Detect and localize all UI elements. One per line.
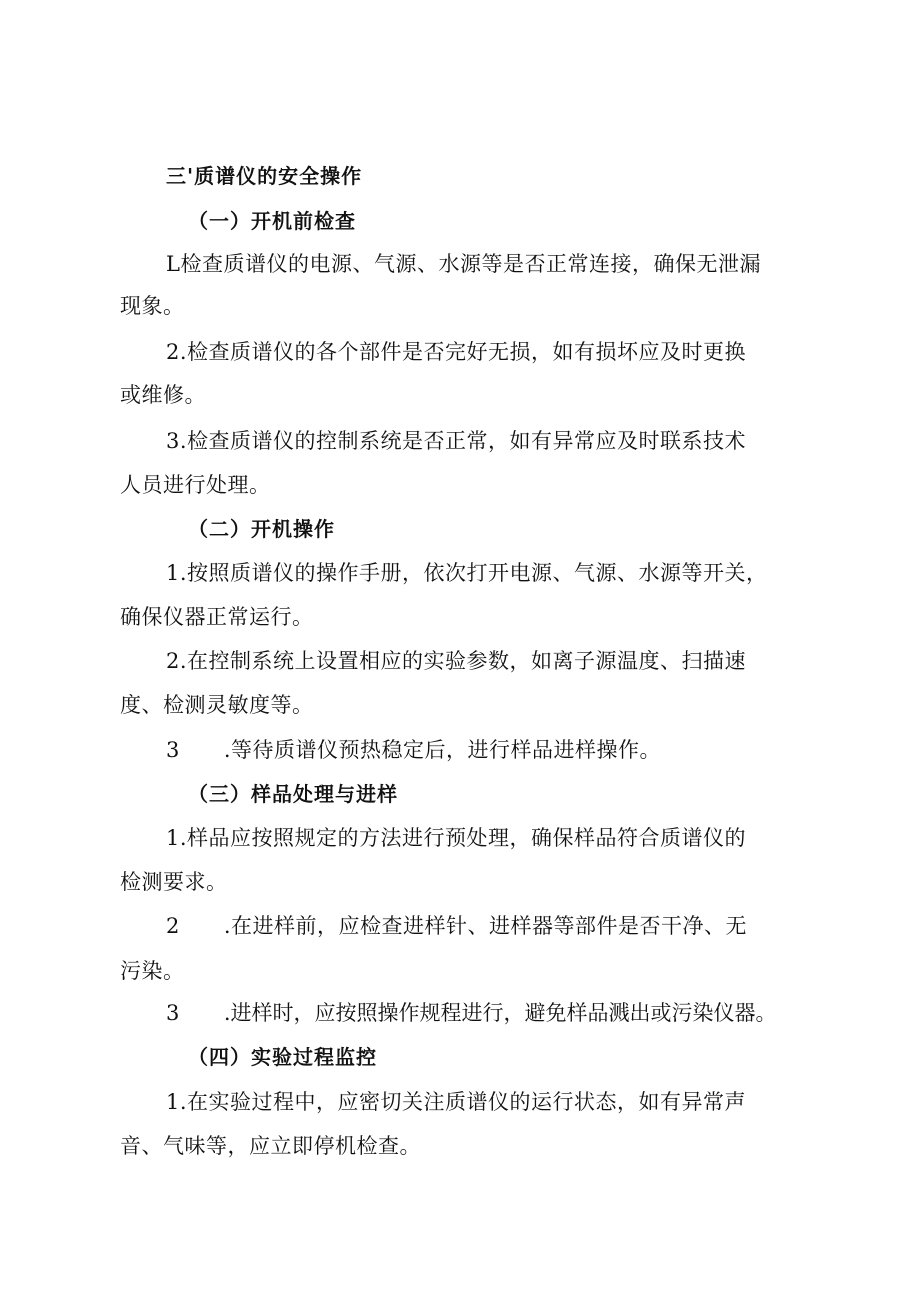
subsection-title-4: （四）实验过程监控: [188, 1045, 377, 1069]
item-3-3-line1: [166, 998, 777, 1028]
item-1-3-line1: [166, 426, 746, 456]
item-text: .在进样前，应检查进样针、进样器等部件是否干净、无: [223, 914, 748, 938]
item-number: 1: [166, 826, 180, 850]
item-1-2-line1: [166, 337, 746, 367]
item-number: 1: [166, 561, 180, 585]
item-text: .在实验过程中，应密切关注质谱仪的运行状态，如有异常声: [179, 1090, 747, 1114]
item-3-2-line1: [166, 911, 747, 941]
item-1-1-line1: L检查质谱仪的电源、气源、水源等是否正常连接，确保无泄漏: [166, 252, 761, 276]
subsection-title-2: （二）开机操作: [188, 517, 335, 541]
item-text: .检查质谱仪的各个部件是否完好无损，如有损坏应及时更换: [179, 340, 747, 364]
item-3-2-line2: 污染。: [120, 959, 185, 983]
item-3-1-line1: [166, 823, 746, 853]
item-number: 3: [166, 738, 180, 762]
item-number: 2: [166, 914, 180, 938]
item-text: .检查质谱仪的控制系统是否正常，如有异常应及时联系技术: [179, 429, 747, 453]
item-1-1-line2: 现象。: [120, 294, 185, 318]
item-2-2-line1: [166, 646, 746, 676]
item-text: .样品应按照规定的方法进行预处理，确保样品符合质谱仪的: [179, 826, 747, 850]
item-number: 2: [166, 340, 180, 364]
item-3-1-line2: 检测要求。: [120, 870, 228, 894]
item-2-1-line2: 确保仪器正常运行。: [120, 605, 314, 629]
item-2-3-line1: [166, 735, 661, 765]
item-number: 3: [166, 1001, 180, 1025]
item-4-1-line2: 音、气味等，应立即停机检查。: [120, 1134, 421, 1158]
item-2-2-line2: 度、检测灵敏度等。: [120, 693, 314, 717]
item-number: 2: [166, 649, 180, 673]
subsection-title-3: （三）样品处理与进样: [188, 782, 398, 806]
item-number: 1: [166, 1090, 180, 1114]
item-text: .在控制系统上设置相应的实验参数，如离子源温度、扫描速: [179, 649, 747, 673]
item-1-2-line2: 或维修。: [120, 383, 206, 407]
item-4-1-line1: [166, 1087, 746, 1117]
item-text: .等待质谱仪预热稳定后，进行样品进样操作。: [223, 738, 662, 762]
item-text: .进样时，应按照操作规程进行，避免样品溅出或污染仪器。: [223, 1001, 777, 1025]
section-title: 三'质谱仪的安全操作: [166, 164, 363, 188]
item-1-3-line2: 人员进行处理。: [120, 473, 271, 497]
item-number: 3: [166, 429, 180, 453]
item-text: .按照质谱仪的操作手册，依次打开电源、气源、水源等开关，: [179, 561, 768, 585]
subsection-title-1: （一）开机前检查: [188, 209, 356, 233]
item-2-1-line1: [166, 558, 768, 588]
